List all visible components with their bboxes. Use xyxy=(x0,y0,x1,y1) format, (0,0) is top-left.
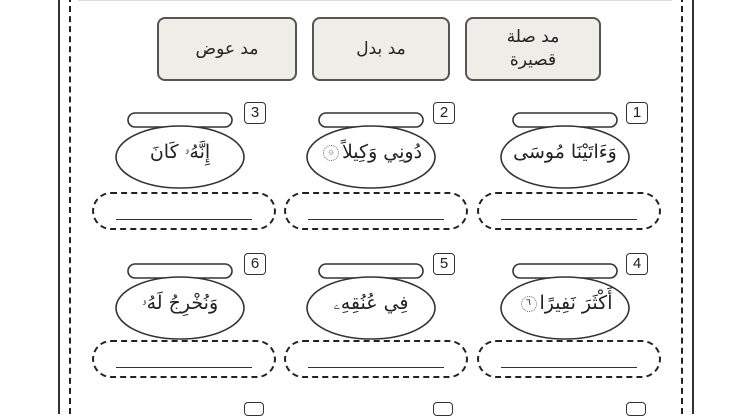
quran-word: فِي عُنُقِهِۦ xyxy=(333,292,409,314)
item-number-badge-partial xyxy=(433,402,453,416)
item-number-badge-partial xyxy=(244,402,264,416)
left-dashed-border xyxy=(69,0,71,414)
word-bank-label: مد عوض xyxy=(195,38,259,59)
pot-item-5 xyxy=(304,262,438,342)
answer-field-1[interactable] xyxy=(477,192,661,230)
item-number-badge: 6 xyxy=(244,253,266,275)
right-dashed-border xyxy=(681,0,683,414)
pot-item-2 xyxy=(304,111,438,191)
ayah-end-icon: ۞ xyxy=(323,145,339,161)
pot-item-4 xyxy=(498,262,632,342)
answer-underline xyxy=(116,219,252,220)
pot-item-1 xyxy=(498,111,632,191)
word-bank-mad-iwad[interactable] xyxy=(157,17,297,81)
quran-word: دُونِي وَكِيلاً۞ xyxy=(314,141,428,163)
quran-word: وَنُخْرِجُ لَهُۥ xyxy=(141,292,219,314)
item-number-badge: 5 xyxy=(433,253,455,275)
answer-field-6[interactable] xyxy=(92,340,276,378)
item-number-badge: 4 xyxy=(626,253,648,275)
item-number-badge: 1 xyxy=(626,102,648,124)
quran-word: وَءَاتَيْنَا مُوسَى xyxy=(513,141,617,163)
answer-field-4[interactable] xyxy=(477,340,661,378)
pot-item-3 xyxy=(113,111,247,191)
item-number-badge: 3 xyxy=(244,102,266,124)
word-bank-label: قصيرة xyxy=(509,50,557,70)
right-border-line xyxy=(692,0,694,414)
item-number-badge: 2 xyxy=(433,102,455,124)
answer-underline xyxy=(116,367,252,368)
answer-field-2[interactable] xyxy=(284,192,468,230)
word-bank-label: مد بدل xyxy=(356,38,406,59)
answer-underline xyxy=(308,367,444,368)
word-bank-mad-badal[interactable] xyxy=(312,17,450,81)
answer-field-3[interactable] xyxy=(92,192,276,230)
pot-item-6 xyxy=(113,262,247,342)
answer-underline xyxy=(501,219,637,220)
quran-word: إِنَّهُۥ كَانَ xyxy=(149,141,211,163)
left-border-line xyxy=(58,0,60,414)
answer-field-5[interactable] xyxy=(284,340,468,378)
word-bank-label: مد صلة xyxy=(506,27,560,48)
top-rule xyxy=(78,0,672,2)
answer-underline xyxy=(308,219,444,220)
word-bank-mad-silah-qasira[interactable] xyxy=(465,17,601,81)
item-number-badge-partial xyxy=(626,402,646,416)
answer-underline xyxy=(501,367,637,368)
quran-word: أَكْثَرَ نَفِيرًا٦ xyxy=(508,292,622,314)
ayah-end-icon: ٦ xyxy=(521,296,537,312)
